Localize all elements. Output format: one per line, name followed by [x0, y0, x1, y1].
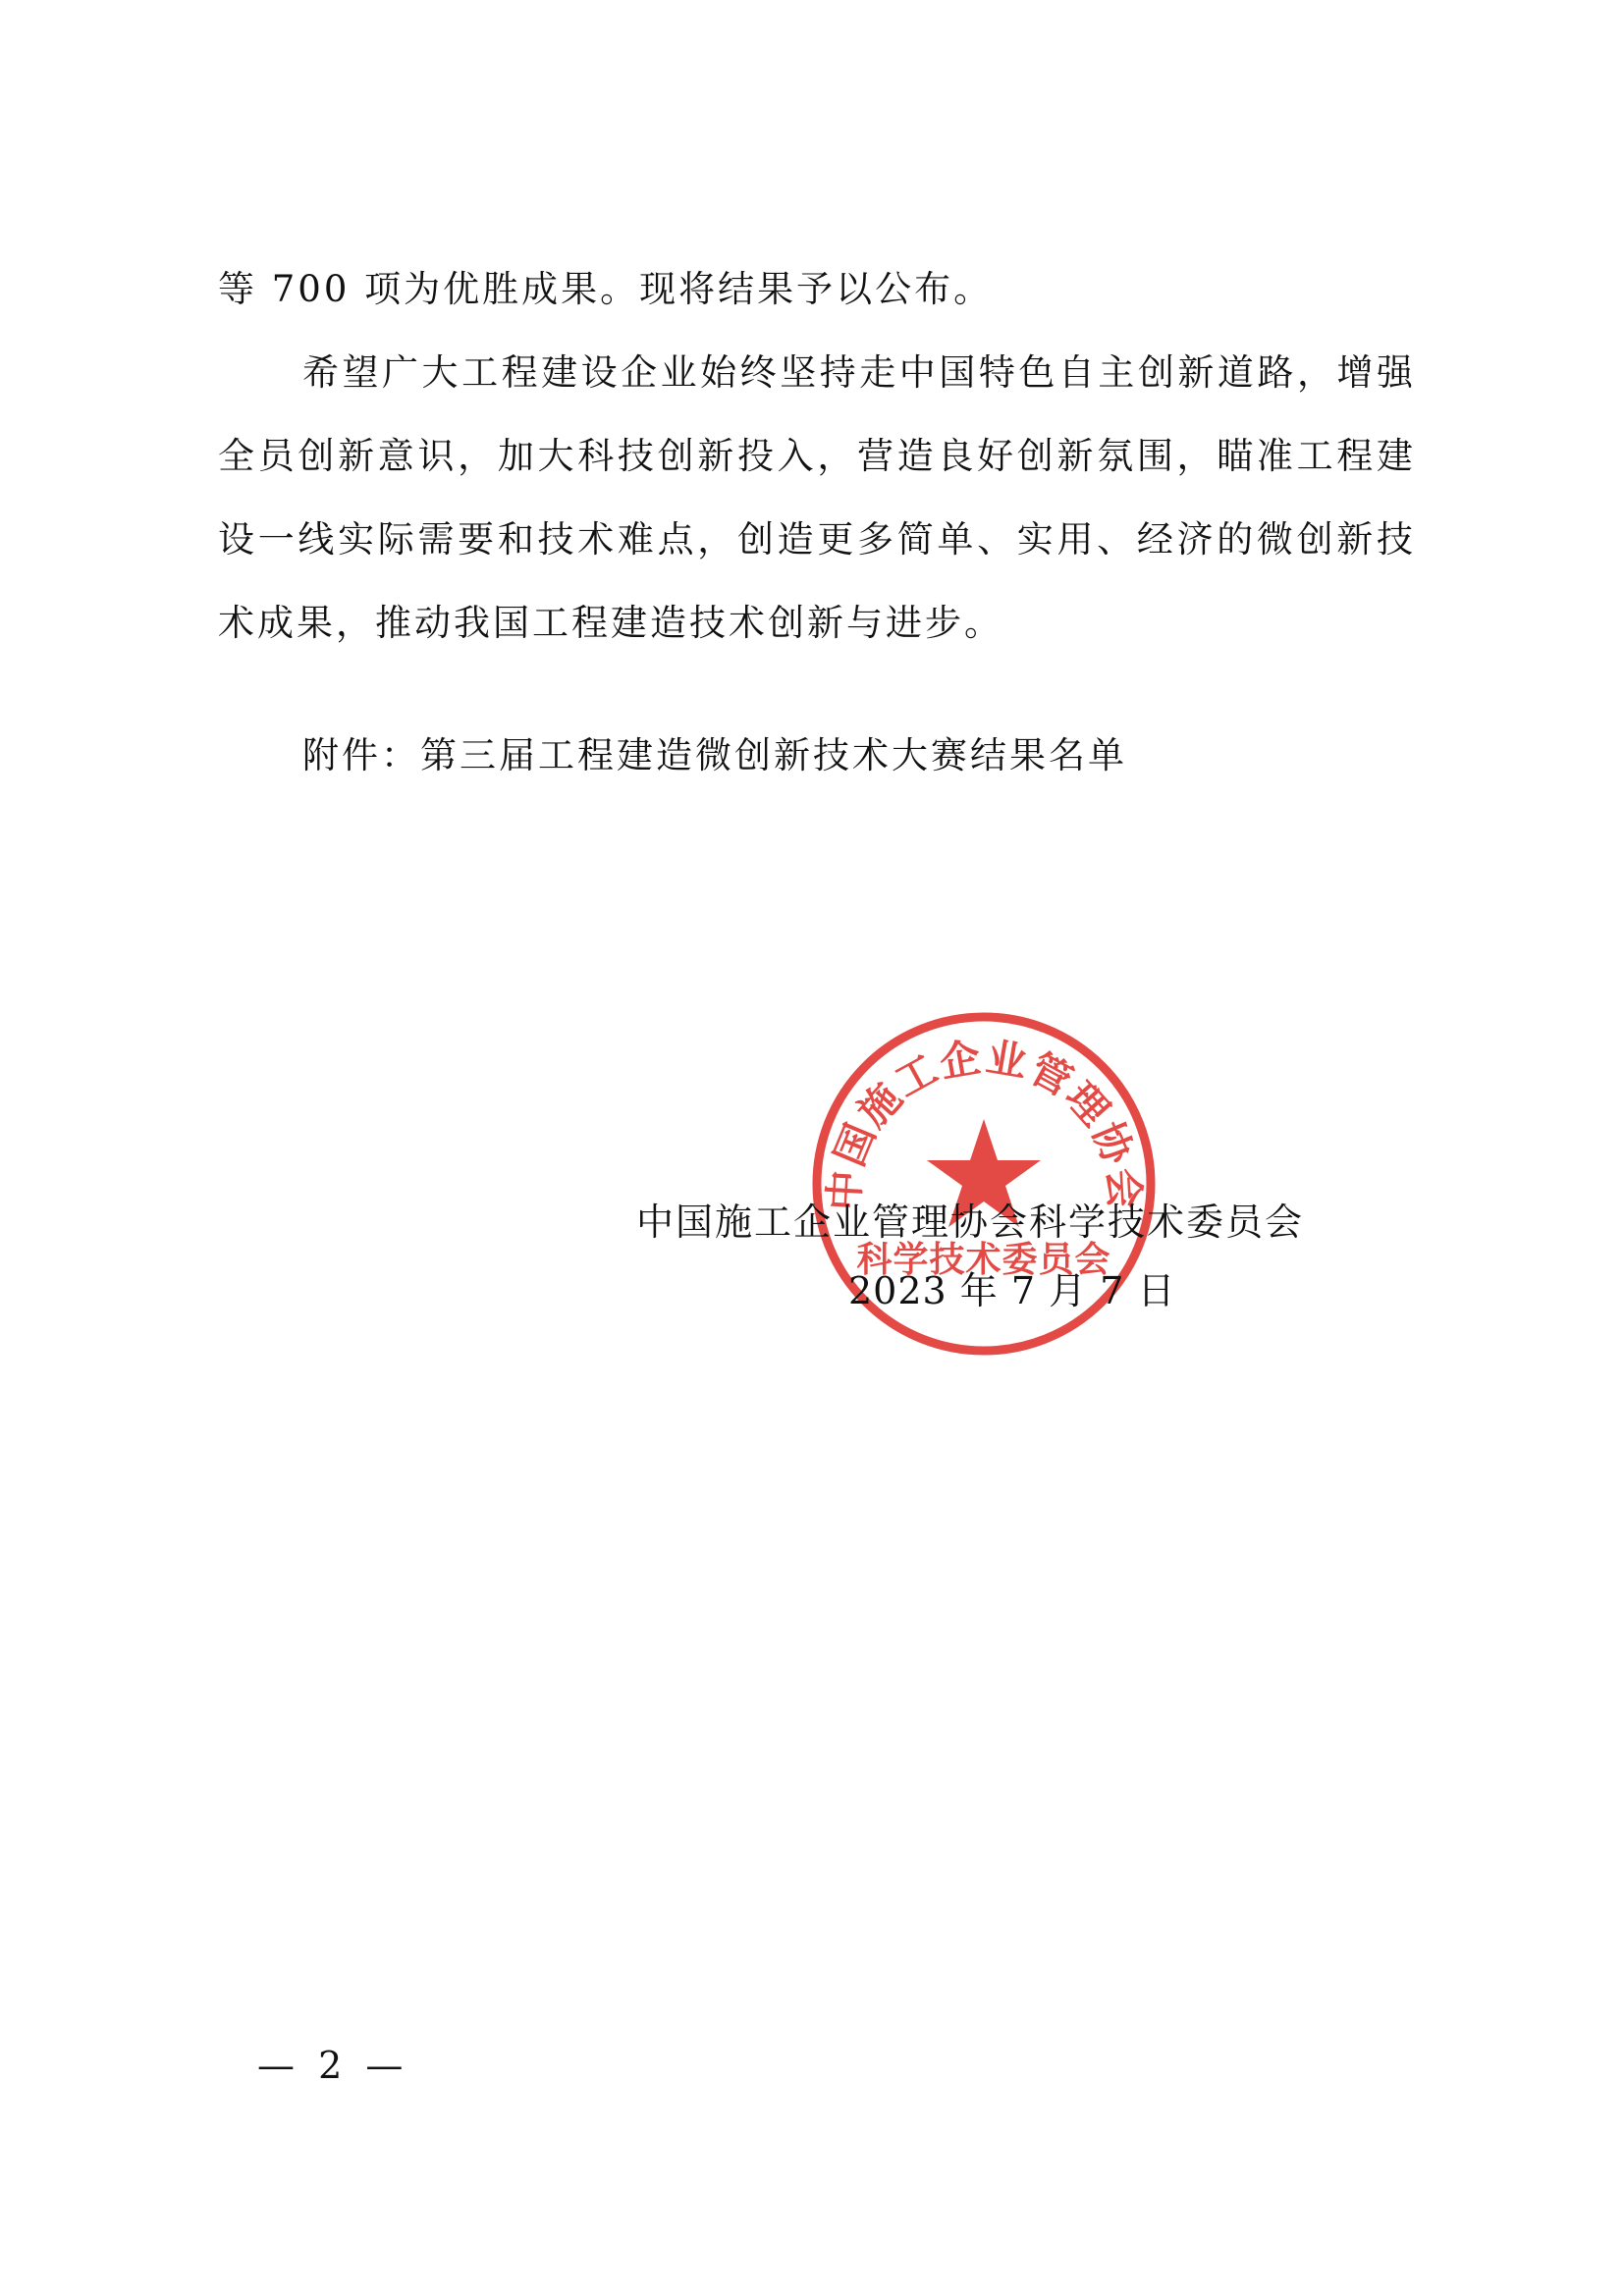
paragraph-continuation: 等 700 项为优胜成果。现将结果予以公布。 — [218, 268, 994, 310]
page-number: — 2 — — [257, 2044, 409, 2087]
attachment-line: 附件：第三届工程建造微创新技术大赛结果名单 — [302, 734, 1127, 776]
body-text — [218, 247, 1416, 665]
seal-inner-text: 科学技术委员会 — [856, 1240, 1111, 1280]
seal-outer-text: 中国施工企业管理协会 — [820, 1033, 1149, 1212]
signature-organization: 中国施工企业管理协会科学技术委员会 — [636, 1201, 1305, 1244]
paragraph-hope: 希望广大工程建设企业始终坚持走中国特色自主创新道路，增强全员创新意识，加大科技创新投入，营造良好创新氛围，瞄准工程建设一线实际需要和技术难点，创造更多简单、实用、经济的微创新技术成果，推动我国工程建造技术创新与进步。 — [218, 351, 1416, 644]
signature-date: 2023 年 7 月 7 日 — [848, 1269, 1176, 1312]
